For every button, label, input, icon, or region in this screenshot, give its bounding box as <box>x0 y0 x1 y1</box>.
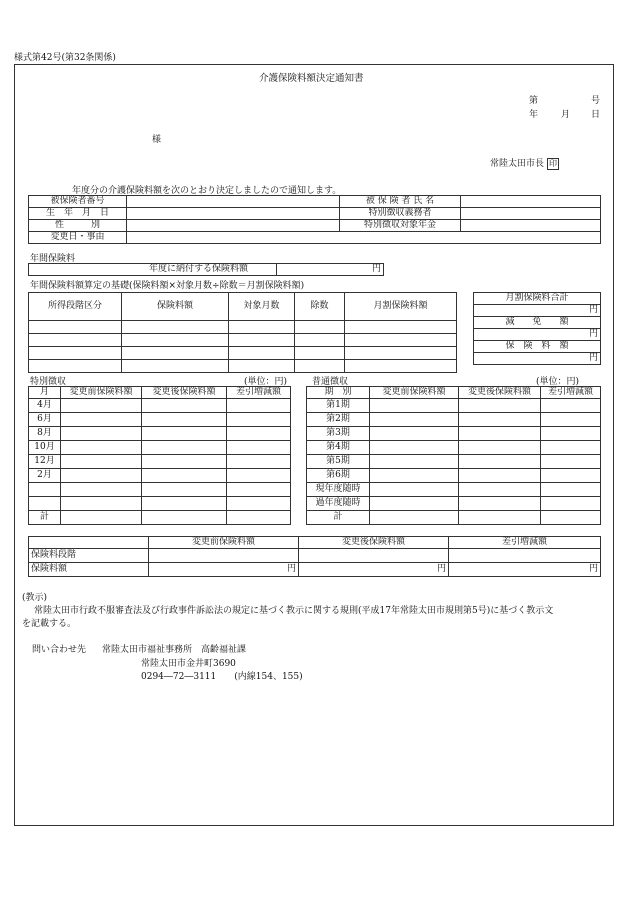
date-day: 日 <box>591 110 601 120</box>
table-row <box>29 360 457 373</box>
value-sex <box>127 220 340 232</box>
table-row <box>29 347 457 360</box>
summary-header-diff: 差引増減額 <box>449 537 601 549</box>
date-year: 年 <box>529 110 539 120</box>
table-row <box>29 549 601 563</box>
normal-unit-note: (単位：円) <box>536 377 580 387</box>
addressee-suffix: 様 <box>152 135 162 145</box>
calc-section-title: 年間保険料額算定の基礎(保険料額×対象月数÷除数＝月割保険料額) <box>30 281 305 291</box>
issuer: 常陸太田市長 <box>490 159 545 169</box>
normal-header-before: 変更前保険料額 <box>370 387 459 399</box>
table-row <box>307 511 601 525</box>
special-unit-note: (単位：円) <box>244 377 288 387</box>
table-row <box>307 413 601 427</box>
special-month <box>29 497 61 511</box>
summary-unit: 円 <box>149 563 299 577</box>
notice-heading: (教示) <box>22 593 48 603</box>
special-header-month: 月 <box>29 387 61 399</box>
notice-line-2: を記載する。 <box>22 619 77 629</box>
normal-total: 計 <box>307 511 370 525</box>
table-row <box>307 483 601 497</box>
calc-header-monthly: 月割保険料額 <box>345 293 457 321</box>
normal-header-diff: 差引増減額 <box>541 387 601 399</box>
label-birthdate: 生 年 月 日 <box>29 208 127 220</box>
special-section-title: 特別徴収 <box>30 377 67 387</box>
calc-header-divisor: 除数 <box>295 293 345 321</box>
table-row <box>29 441 291 455</box>
side-reduction-label: 減 免 額 <box>474 317 601 329</box>
special-month <box>29 483 61 497</box>
document-title: 介護保険料額決定通知書 <box>259 73 364 84</box>
summary-table <box>28 536 601 577</box>
notice-line-1: 常陸太田市行政不服審査法及び行政事件訴訟法の規定に基づく教示に関する規則(平成17年常陸太田市規則第5号)に基づく教示文 <box>34 606 554 616</box>
table-row <box>307 469 601 483</box>
normal-section-title: 普通徴収 <box>312 377 349 387</box>
table-row <box>307 497 601 511</box>
annual-section-title: 年間保険料 <box>30 254 76 264</box>
annual-label: 年度に納付する保険料額 <box>29 264 277 276</box>
calc-header-premium: 保険料額 <box>122 293 229 321</box>
side-total-unit: 円 <box>474 305 601 317</box>
table-row <box>29 497 291 511</box>
side-reduction-unit: 円 <box>474 329 601 341</box>
normal-period: 第3期 <box>307 427 370 441</box>
summary-corner <box>29 537 149 549</box>
insured-table <box>28 195 601 244</box>
contact-address: 常陸太田市金井町3690 <box>141 659 236 669</box>
special-month: 4月 <box>29 399 61 413</box>
table-row <box>29 427 291 441</box>
side-premium-label: 保 険 料 額 <box>474 341 601 353</box>
special-table <box>28 386 291 525</box>
label-insured-number: 被保険者番号 <box>29 196 127 208</box>
summary-header-before: 変更前保険料額 <box>149 537 299 549</box>
summary-row-premium: 保険料額 <box>29 563 149 577</box>
normal-period: 第1期 <box>307 399 370 413</box>
table-row <box>307 427 601 441</box>
value-insured-name <box>461 196 601 208</box>
label-change-date: 変更日・事由 <box>29 232 127 244</box>
special-month: 6月 <box>29 413 61 427</box>
label-pension: 特別徴収対象年金 <box>340 220 461 232</box>
table-row <box>307 455 601 469</box>
date-month: 月 <box>561 110 571 120</box>
contact-office: 常陸太田市福祉事務所 高齢福祉課 <box>102 645 247 655</box>
calc-header-stage: 所得段階区分 <box>29 293 122 321</box>
summary-header-after: 変更後保険料額 <box>299 537 449 549</box>
issuer-line <box>490 156 559 170</box>
table-row <box>307 441 601 455</box>
table-row <box>29 413 291 427</box>
normal-period: 過年度随時 <box>307 497 370 511</box>
normal-period: 第2期 <box>307 413 370 427</box>
special-month: 12月 <box>29 455 61 469</box>
contact-label: 問い合わせ先 <box>32 645 87 655</box>
label-special-collector: 特別徴収義務者 <box>340 208 461 220</box>
annual-unit: 円 <box>277 264 384 276</box>
table-row <box>29 399 291 413</box>
summary-row-stage: 保険料段階 <box>29 549 149 563</box>
special-month: 2月 <box>29 469 61 483</box>
table-row <box>29 321 457 334</box>
form-number: 様式第42号(第32条関係) <box>14 53 116 63</box>
summary-unit: 円 <box>449 563 601 577</box>
special-header-diff: 差引増減額 <box>227 387 291 399</box>
normal-period: 第6期 <box>307 469 370 483</box>
contact-phone: 0294―72―3111 (内線154、155) <box>141 672 303 682</box>
summary-unit: 円 <box>299 563 449 577</box>
value-pension <box>461 220 601 232</box>
table-row <box>29 511 291 525</box>
value-birthdate <box>127 208 340 220</box>
side-premium-unit: 円 <box>474 353 601 365</box>
table-row <box>29 469 291 483</box>
normal-period: 現年度随時 <box>307 483 370 497</box>
table-row <box>29 334 457 347</box>
value-insured-number <box>127 196 340 208</box>
intro-text: 年度分の介護保険料額を次のとおり決定しましたので通知します。 <box>72 186 342 196</box>
normal-header-period: 期 別 <box>307 387 370 399</box>
label-insured-name: 被 保 険 者 氏 名 <box>340 196 461 208</box>
side-totals <box>473 292 601 365</box>
special-month: 10月 <box>29 441 61 455</box>
normal-header-after: 変更後保険料額 <box>459 387 541 399</box>
seal-stamp: 印 <box>549 159 558 168</box>
calc-table <box>28 292 457 373</box>
label-sex: 性 別 <box>29 220 127 232</box>
normal-table <box>306 386 601 525</box>
normal-period: 第4期 <box>307 441 370 455</box>
normal-period: 第5期 <box>307 455 370 469</box>
special-header-before: 変更前保険料額 <box>61 387 142 399</box>
annual-table <box>28 263 384 276</box>
table-row <box>307 399 601 413</box>
value-special-collector <box>461 208 601 220</box>
table-row <box>29 455 291 469</box>
side-total-label: 月割保険料合計 <box>474 293 601 305</box>
special-total: 計 <box>29 511 61 525</box>
number-label: 第 <box>529 96 539 106</box>
table-row <box>29 483 291 497</box>
value-change-date <box>127 232 601 244</box>
calc-header-months: 対象月数 <box>229 293 295 321</box>
table-row <box>29 563 601 577</box>
special-header-after: 変更後保険料額 <box>142 387 227 399</box>
special-month: 8月 <box>29 427 61 441</box>
number-suffix: 号 <box>591 96 601 106</box>
